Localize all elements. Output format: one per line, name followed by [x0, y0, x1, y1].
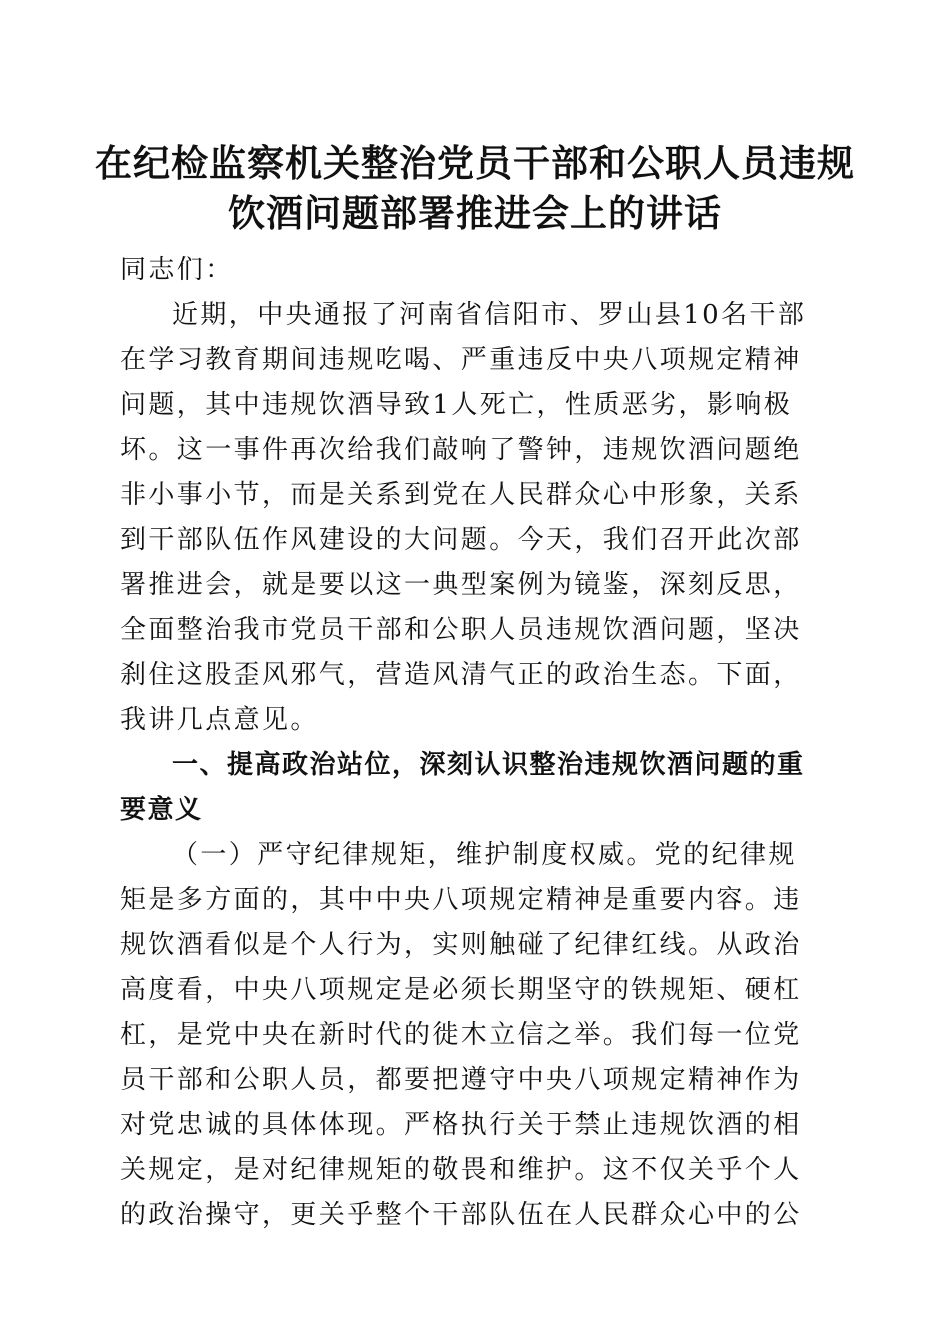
- intro-paragraph: 近期，中央通报了河南省信阳市、罗山县10名干部在学习教育期间违规吃喝、严重违反中央八项规定精神问题，其中违规饮酒导致1人死亡，性质恶劣，影响极坏。这一事件再次给我们敲响了警钟，违规饮酒问题绝非小事小节，而是关系到党在人民群众心中形象，关系到干部队伍作风建设的大问题。今天，我们召开此次部署推进会，就是要以这一典型案例为镜鉴，深刻反思，全面整治我市党员干部和公职人员违规饮酒问题，坚决刹住这股歪风邪气，营造风清气正的政治生态。下面，我讲几点意见。: [120, 300, 807, 735]
- document-body: [120, 248, 825, 1238]
- document-title: [0, 138, 950, 238]
- title-line-2: 饮酒问题部署推进会上的讲话: [228, 191, 722, 235]
- salutation: 同志们：: [120, 255, 234, 285]
- section-1-heading: 一、提高政治站位，深刻认识整治违规饮酒问题的重要意义: [120, 750, 805, 825]
- subsection-1-paragraph: （一）严守纪律规矩，维护制度权威。党的纪律规矩是多方面的，其中中央八项规定精神是重要内容。违规饮酒看似是个人行为，实则触碰了纪律红线。从政治高度看，中央八项规定是必须长期坚守的铁规矩、硬杠杠，是党中央在新时代的徙木立信之举。我们每一位党员干部和公职人员，都要把遵守中央八项规定精神作为对党忠诚的具体体现。严格执行关于禁止违规饮酒的相关规定，是对纪律规矩的敬畏和维护。这不仅关乎个人的政治操守，更关乎整个干部队伍在人民群众心中的公: [120, 840, 802, 1230]
- title-line-1: 在纪检监察机关整治党员干部和公职人员违规: [95, 141, 855, 185]
